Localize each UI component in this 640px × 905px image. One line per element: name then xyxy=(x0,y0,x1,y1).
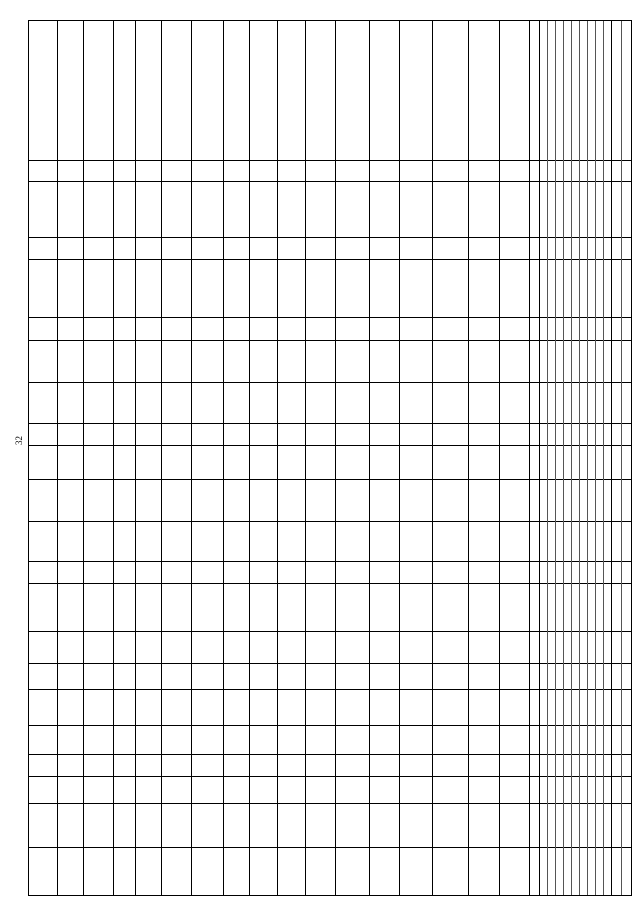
column-divider xyxy=(305,21,306,895)
row-divider xyxy=(29,259,631,260)
row-divider xyxy=(29,776,631,777)
column-divider xyxy=(547,21,548,895)
row-divider xyxy=(29,340,631,341)
column-divider xyxy=(499,21,500,895)
column-divider xyxy=(135,21,136,895)
row-divider xyxy=(29,382,631,383)
row-divider xyxy=(29,160,631,161)
column-divider xyxy=(113,21,114,895)
column-divider xyxy=(432,21,433,895)
row-divider xyxy=(29,181,631,182)
row-divider xyxy=(29,631,631,632)
row-divider xyxy=(29,803,631,804)
row-divider xyxy=(29,754,631,755)
row-divider xyxy=(29,847,631,848)
row-divider xyxy=(29,663,631,664)
column-divider xyxy=(587,21,588,895)
row-divider xyxy=(29,317,631,318)
column-divider xyxy=(57,21,58,895)
rotated-table-sheet xyxy=(28,20,632,896)
column-divider xyxy=(468,21,469,895)
column-divider xyxy=(191,21,192,895)
row-divider xyxy=(29,561,631,562)
column-divider xyxy=(335,21,336,895)
column-divider xyxy=(621,21,622,895)
column-divider xyxy=(603,21,604,895)
column-divider xyxy=(563,21,564,895)
column-divider xyxy=(277,21,278,895)
column-divider xyxy=(369,21,370,895)
column-divider xyxy=(249,21,250,895)
column-divider xyxy=(571,21,572,895)
row-divider xyxy=(29,583,631,584)
column-divider xyxy=(579,21,580,895)
row-divider xyxy=(29,725,631,726)
column-divider xyxy=(611,21,612,895)
row-divider xyxy=(29,479,631,480)
column-divider xyxy=(555,21,556,895)
column-divider xyxy=(595,21,596,895)
column-divider xyxy=(223,21,224,895)
row-divider xyxy=(29,423,631,424)
row-divider xyxy=(29,237,631,238)
column-divider xyxy=(399,21,400,895)
row-divider xyxy=(29,445,631,446)
column-divider xyxy=(529,21,530,895)
row-divider xyxy=(29,689,631,690)
column-divider xyxy=(161,21,162,895)
column-divider xyxy=(83,21,84,895)
column-divider xyxy=(539,21,540,895)
page-number: 32 xyxy=(14,436,24,445)
row-divider xyxy=(29,521,631,522)
